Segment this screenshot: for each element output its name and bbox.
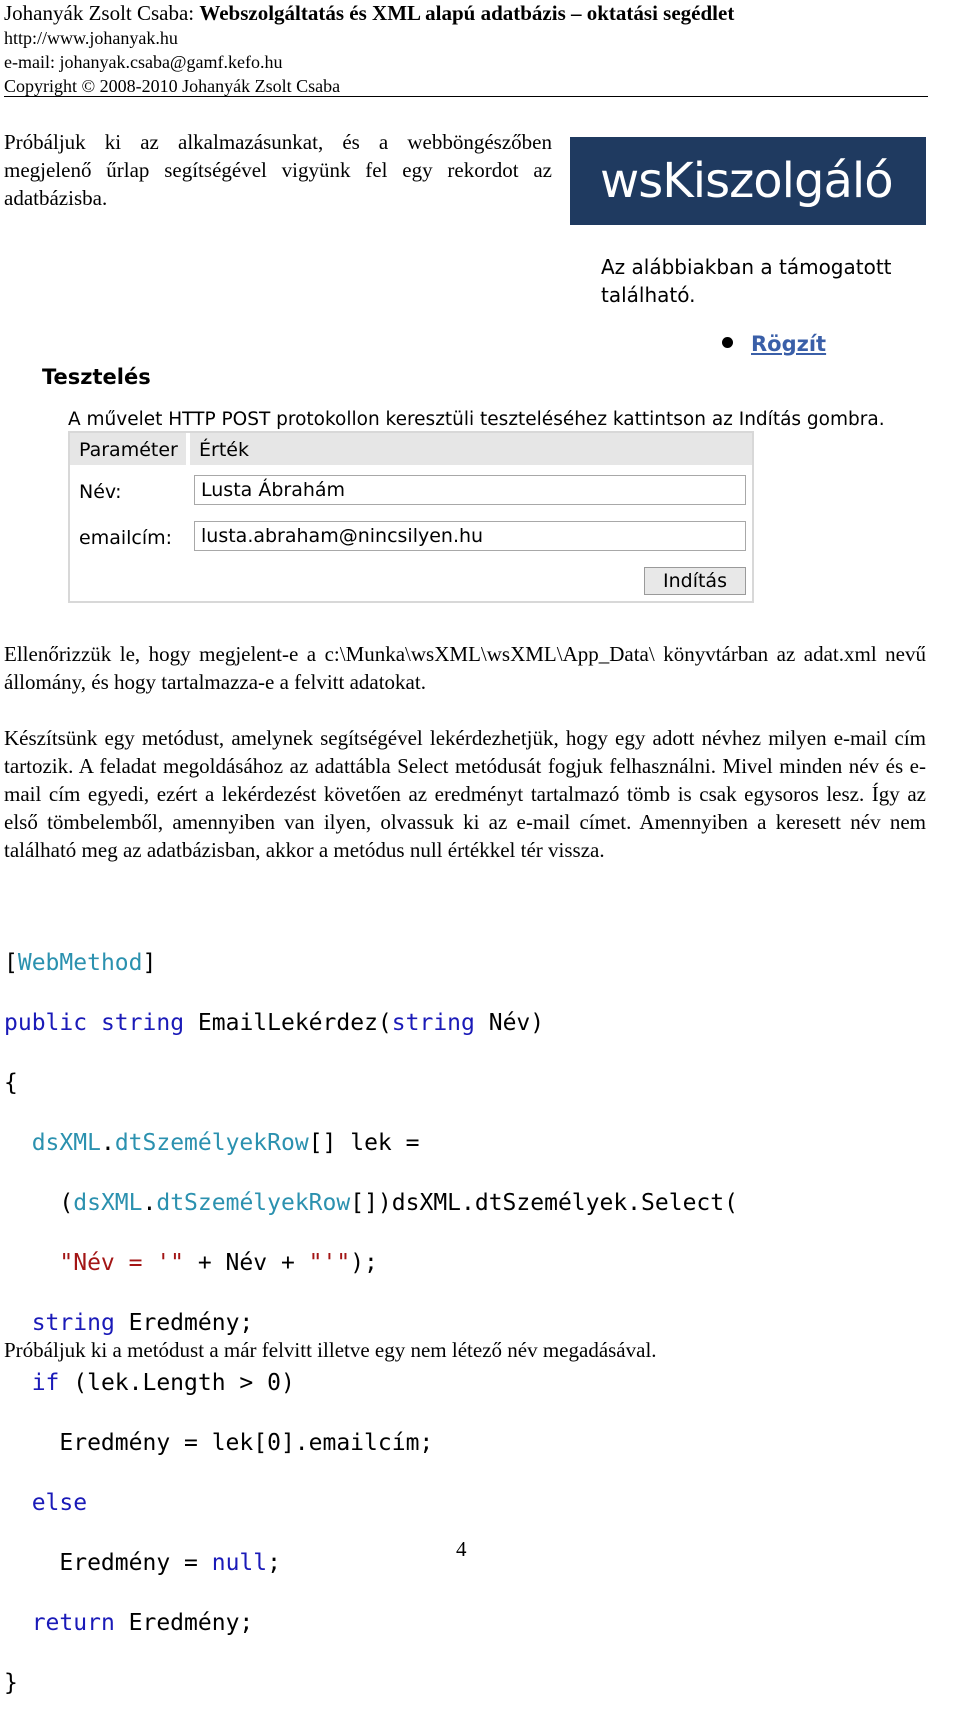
code-token: return — [31, 1610, 115, 1636]
code-line — [4, 1488, 738, 1518]
code-token: "Név = '" — [59, 1250, 185, 1276]
operation-link-rogzit[interactable]: Rögzít — [751, 332, 827, 356]
code-token: EmailLekérdez( — [197, 1010, 392, 1036]
column-header-parameter: Paraméter — [70, 433, 186, 465]
page-number: 4 — [456, 1537, 467, 1561]
code-token: dsXML — [73, 1190, 143, 1216]
code-line — [4, 1128, 738, 1158]
code-token: [])dsXML.dtSzemélyek.Select( — [350, 1190, 738, 1216]
header-copyright: Copyright © 2008-2010 Johanyák Zsolt Csaba — [4, 76, 341, 96]
column-header-value: Érték — [190, 433, 752, 465]
test-form — [68, 431, 754, 603]
code-token: dtSzemélyekRow — [114, 1130, 309, 1156]
code-line: { — [4, 1070, 18, 1096]
code-line — [4, 1608, 738, 1638]
code-token: null — [211, 1550, 268, 1576]
code-token: . — [142, 1190, 157, 1216]
header-doc-title: Webszolgáltatás és XML alapú adatbázis – oktatási segédlet — [199, 1, 735, 25]
name-label: Név: — [79, 481, 122, 503]
paragraph-intro: Próbáljuk ki az alkalmazásunkat, és a webböngészőben megjelenő űrlap segítségével vigyünk fel egy rekordot az adatbázisba. — [4, 130, 552, 210]
code-token: "'" — [308, 1250, 351, 1276]
code-line — [4, 948, 738, 978]
paragraph-method-description: Készítsünk egy metódust, amelynek segítségével lekérdezhetjük, hogy egy adott névhez milyen e-mail cím tartozik. A feladat megoldásához az adattábla Select metódusát fogjuk felhasználni. Mivel minden név és e-mail cím egyedi, ezért a lekérdezést követően az eredményt tartalmazó tömb is csak egysoros lesz. Így az első tömbelemből, amennyiben van ilyen, olvassuk ki az e-mail címet. Amennyiben a keresett név nem található meg az adatbázisban, akkor a metódus null értékkel tér vissza. — [4, 726, 926, 862]
service-description: Az alábbiakban a támogatott található. — [601, 255, 892, 307]
code-line — [4, 1368, 738, 1398]
code-token: WebMethod — [17, 950, 143, 976]
code-token: public — [4, 1010, 88, 1036]
code-line — [4, 1008, 738, 1038]
email-input[interactable]: lusta.abraham@nincsilyen.hu — [194, 521, 746, 551]
code-token: else — [31, 1490, 88, 1516]
code-listing — [4, 918, 738, 1728]
code-token: string — [391, 1010, 475, 1036]
header-title-line — [4, 0, 928, 26]
code-token: ); — [350, 1250, 378, 1276]
paragraph-try-method: Próbáljuk ki a metódust a már felvitt illetve egy nem létező név megadásával. — [4, 1338, 657, 1362]
code-token: Eredmény; — [114, 1610, 254, 1636]
test-instructions: A művelet HTTP POST protokollon keresztüli teszteléséhez kattintson az Indítás gombra. — [68, 409, 885, 430]
code-line — [4, 1428, 738, 1458]
code-line — [4, 1248, 738, 1278]
code-token: ( — [59, 1190, 74, 1216]
code-token: [] lek = — [308, 1130, 420, 1156]
email-label: emailcím: — [79, 527, 173, 549]
paragraph-check-file: Ellenőrizzük le, hogy megjelent-e a c:\Munka\wsXML\wsXML\App_Data\ könyvtárban az adat.xml nevű állomány, és hogy tartalmazza-e a felvitt adatokat. — [4, 642, 926, 694]
code-token: ] — [142, 950, 157, 976]
service-banner — [570, 137, 926, 225]
code-token: if — [31, 1370, 60, 1396]
service-banner-title: wsKiszolgáló — [600, 153, 893, 209]
code-token: . — [100, 1130, 115, 1156]
test-form-header — [70, 433, 752, 465]
code-token: dtSzemélyekRow — [156, 1190, 351, 1216]
code-token: [ — [4, 950, 18, 976]
code-token: Eredmény = lek[0].emailcím; — [59, 1430, 434, 1456]
page-header — [4, 0, 928, 98]
code-token: string — [31, 1310, 115, 1336]
bullet-icon — [722, 337, 733, 348]
code-token: string — [100, 1010, 185, 1036]
code-token: Eredmény; — [114, 1310, 254, 1336]
code-token: Eredmény = — [59, 1550, 212, 1576]
header-author: Johanyák Zsolt Csaba: — [4, 1, 195, 25]
code-line: } — [4, 1670, 18, 1696]
code-line — [4, 1308, 738, 1338]
name-input[interactable]: Lusta Ábrahám — [194, 475, 746, 505]
code-token: + Név + — [184, 1250, 309, 1276]
submit-button[interactable]: Indítás — [644, 567, 746, 595]
header-url: http://www.johanyak.hu — [4, 28, 178, 48]
code-token: Név) — [488, 1010, 545, 1036]
header-email: e-mail: johanyak.csaba@gamf.kefo.hu — [4, 52, 283, 72]
header-divider — [4, 96, 928, 97]
code-line — [4, 1188, 738, 1218]
code-token: dsXML — [31, 1130, 101, 1156]
test-section-title: Tesztelés — [42, 365, 151, 389]
code-token: (lek.Length > 0) — [59, 1370, 295, 1396]
code-line — [4, 1548, 738, 1578]
code-token: ; — [267, 1550, 281, 1576]
